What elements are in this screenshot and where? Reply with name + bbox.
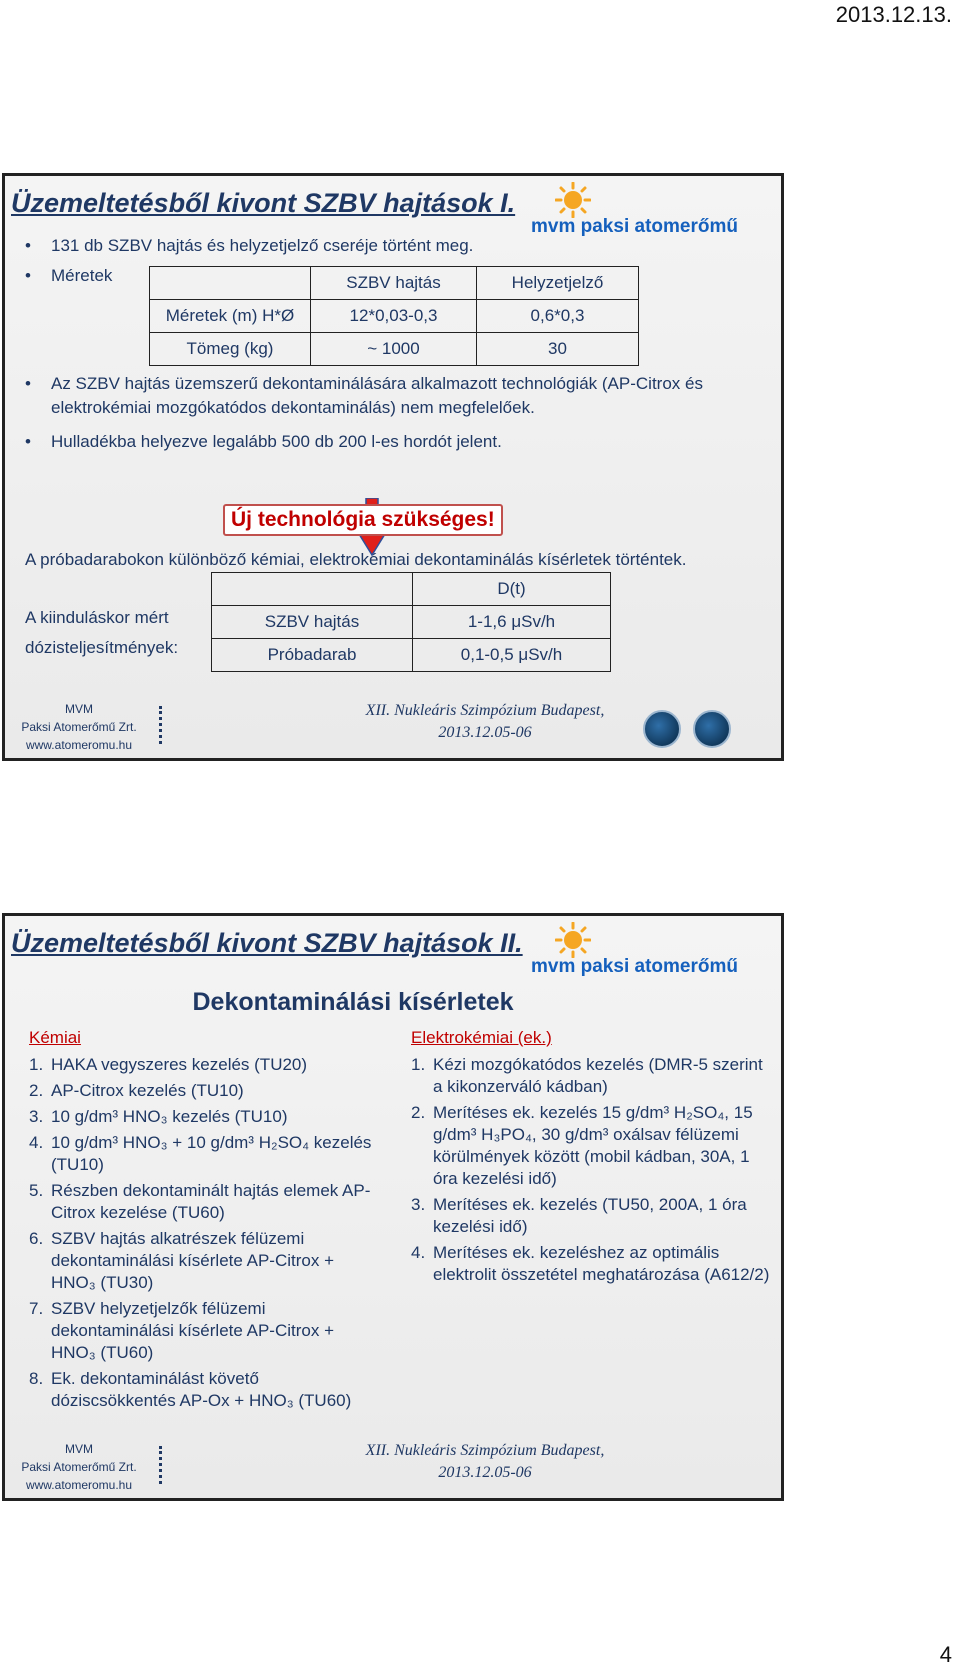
list-item-text: 10 g/dm³ HNO₃ kezelés (TU10) [51, 1107, 288, 1126]
dose-table [211, 572, 611, 672]
footer-conference: XII. Nukleáris Szimpózium Budapest, 2013.12.05-06 [365, 1442, 605, 1481]
list-item-text: Kézi mozgókatódos kezelés (DMR-5 szerint a kikonzerváló kádban) [433, 1055, 763, 1096]
list-item-text: 10 g/dm³ HNO₃ + 10 g/dm³ H₂SO₄ kezelés (TU10) [51, 1133, 372, 1174]
logo-text: mvm paksi atomerőmű [531, 956, 738, 977]
table-cell: D(t) [413, 573, 611, 606]
footer-org: MVM Paksi Atomerőmű Zrt. www.atomeromu.hu [21, 1442, 137, 1492]
table-cell: Méretek (m) H*Ø [150, 300, 311, 333]
size-table [149, 266, 639, 366]
list-item [29, 1080, 379, 1102]
list-item-text: Merítéses ek. kezelés 15 g/dm³ H₂SO₄, 15 g/dm³ H₃PO₄, 30 g/dm³ oxálsav félüzemi körülmények között (mobil kádban, 30A, 1 óra kezelési idő) [433, 1103, 753, 1188]
table-cell: SZBV hajtás [212, 606, 413, 639]
bullet-3: • Az SZBV hajtás üzemszerű dekontaminálására alkalmazott technológiák (AP-Citrox és elektrokémiai mozgókatódos dekontaminálás) nem megfelelőek. [25, 372, 735, 420]
logo-text: mvm paksi atomerőmű [531, 216, 738, 237]
electrochemical-list [411, 1054, 771, 1290]
slide-1 [2, 173, 784, 761]
slide-title: Üzemeltetésből kivont SZBV hajtások II. [11, 928, 523, 958]
list-item-number: 1. [411, 1055, 426, 1074]
list-item-text: SZBV helyzetjelzők félüzemi dekontaminálási kísérlete AP-Citrox + HNO₃ (TU60) [51, 1299, 334, 1362]
list-item [29, 1180, 379, 1224]
bullet-4: • Hulladékba helyezve legalább 500 db 200 l-es hordót jelent. [25, 430, 765, 454]
table-cell: ~ 1000 [311, 333, 477, 366]
list-item-text: AP-Citrox kezelés (TU10) [51, 1081, 244, 1100]
nav-circle-icon [693, 710, 731, 748]
footer-org: MVM Paksi Atomerőmű Zrt. www.atomeromu.hu [21, 702, 137, 752]
highlight-text: Új technológia szükséges! [223, 504, 503, 536]
list-item [29, 1054, 379, 1076]
list-item-number: 5. [29, 1181, 44, 1200]
list-item-text: Részben dekontaminált hajtás elemek AP-Citrox kezelése (TU60) [51, 1181, 371, 1222]
page-number: 4 [939, 1642, 952, 1667]
slide-footer [5, 700, 781, 758]
list-item [29, 1368, 379, 1412]
list-item-number: 8. [29, 1369, 44, 1388]
list-item-number: 6. [29, 1229, 44, 1248]
list-item-text: Ek. dekontaminálást követő dóziscsökkentés AP-Ox + HNO₃ (TU60) [51, 1369, 352, 1410]
table-cell: Helyzetjelző [477, 267, 639, 300]
list-item-text: HAKA vegyszeres kezelés (TU20) [51, 1055, 308, 1074]
mvm-logo [527, 918, 777, 980]
list-item [411, 1102, 771, 1190]
nav-circle-icon [643, 710, 681, 748]
right-column-heading: Elektrokémiai (ek.) [411, 1028, 552, 1047]
sun-icon [555, 922, 591, 958]
list-item [29, 1132, 379, 1176]
dose-label-2: dózisteljesítmények: [25, 638, 179, 657]
list-item-number: 2. [29, 1081, 44, 1100]
chemical-list [29, 1054, 379, 1416]
table-cell [212, 573, 413, 606]
list-item [29, 1298, 379, 1364]
list-item [411, 1054, 771, 1098]
list-item [29, 1228, 379, 1294]
list-item-text: Merítéses ek. kezelés (TU50, 200A, 1 óra kezelési idő) [433, 1195, 747, 1236]
list-item [411, 1194, 771, 1238]
table-cell: 30 [477, 333, 639, 366]
list-item-text: SZBV hajtás alkatrészek félüzemi dekontaminálási kísérlete AP-Citrox + HNO₃ (TU30) [51, 1229, 334, 1292]
bullet-1: • 131 db SZBV hajtás és helyzetjelző cseréje történt meg. [25, 234, 765, 258]
table-cell: 12*0,03-0,3 [311, 300, 477, 333]
slide-subtitle: Dekontaminálási kísérletek [192, 988, 514, 1016]
footer-conference: XII. Nukleáris Szimpózium Budapest, 2013.12.05-06 [365, 702, 605, 741]
table-cell [150, 267, 311, 300]
list-item-text: Merítéses ek. kezeléshez az optimális elektrolit összetétel meghatározása (A612/2) [433, 1243, 770, 1284]
list-item [411, 1242, 771, 1286]
table-cell: 1-1,6 μSv/h [413, 606, 611, 639]
slide-title: Üzemeltetésből kivont SZBV hajtások I. [11, 188, 516, 218]
list-item-number: 7. [29, 1299, 44, 1318]
footer-divider [159, 706, 166, 744]
list-item-number: 3. [29, 1107, 44, 1126]
list-item-number: 4. [29, 1133, 44, 1152]
experiments-paragraph: A próbadarabokon különböző kémiai, elektrokémiai dekontaminálás kísérletek történtek. [25, 550, 687, 569]
list-item-number: 2. [411, 1103, 426, 1122]
list-item-number: 4. [411, 1243, 426, 1262]
table-cell: Próbadarab [212, 639, 413, 672]
list-item-number: 3. [411, 1195, 426, 1214]
bullet-2: • Méretek [25, 264, 765, 288]
footer-divider [159, 1446, 166, 1484]
page-date: 2013.12.13. [835, 2, 952, 27]
table-cell: 0,6*0,3 [477, 300, 639, 333]
slide-2 [2, 913, 784, 1501]
sun-icon [555, 182, 591, 218]
slide-footer [5, 1440, 781, 1498]
table-cell: SZBV hajtás [311, 267, 477, 300]
mvm-logo [527, 178, 777, 240]
table-cell: Tömeg (kg) [150, 333, 311, 366]
list-item [29, 1106, 379, 1128]
list-item-number: 1. [29, 1055, 44, 1074]
table-cell: 0,1-0,5 μSv/h [413, 639, 611, 672]
left-column-heading: Kémiai [29, 1028, 81, 1047]
dose-label-1: A kiinduláskor mért [25, 608, 169, 627]
